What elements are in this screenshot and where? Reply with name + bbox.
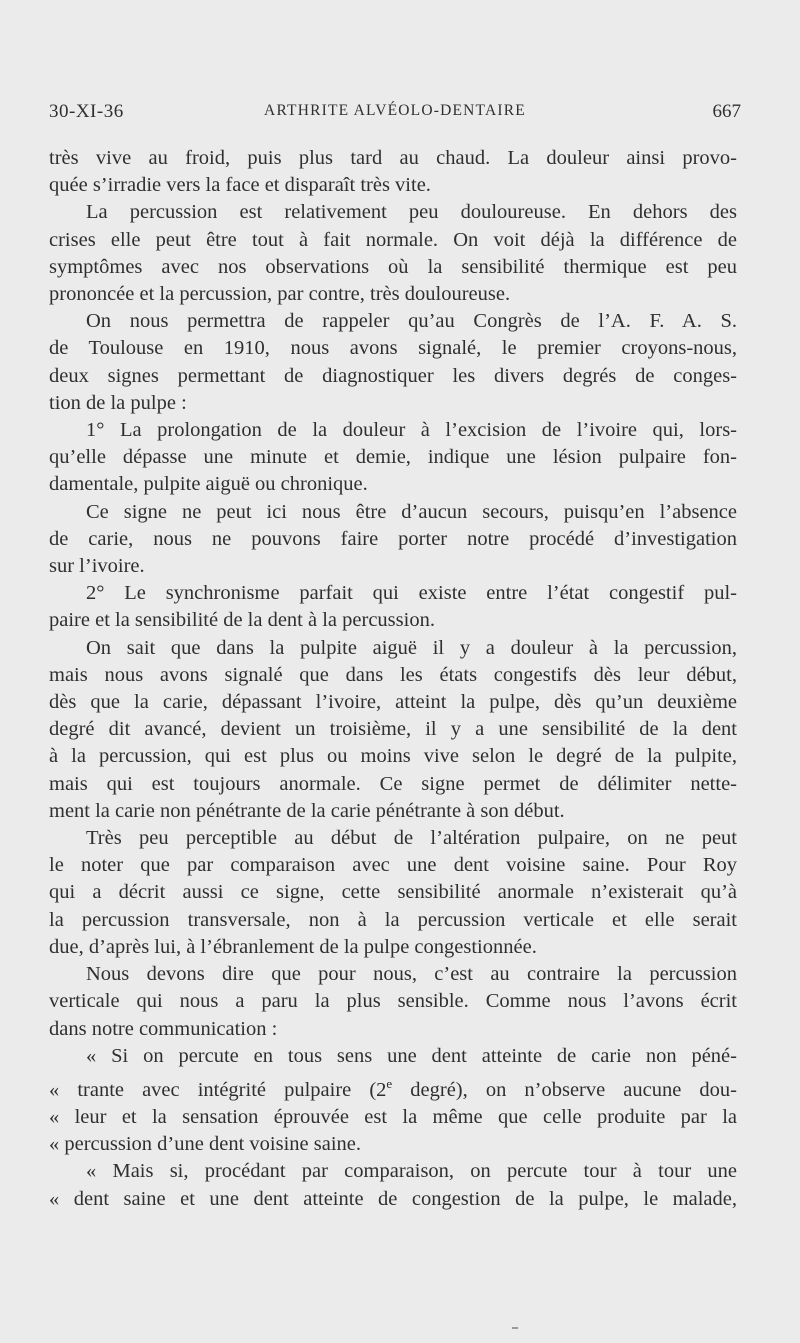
text-line: « trante avec intégrité pulpaire (2e degré), on n’observe aucune dou- xyxy=(49,1075,737,1101)
header-title: ARTHRITE ALVÉOLO-DENTAIRE xyxy=(264,102,526,119)
text-line: Nous devons dire que pour nous, c’est au contraire la percussion xyxy=(86,963,737,986)
text-line: mais nous avons signalé que dans les états congestifs dès leur début, xyxy=(49,663,737,686)
text-line: dès que la carie, dépassant l’ivoire, atteint la pulpe, dès qu’un deuxième xyxy=(49,691,737,714)
text-line: sur l’ivoire. xyxy=(49,555,145,578)
text-line: ment la carie non pénétrante de la carie pénétrante à son début. xyxy=(49,799,565,822)
text-line: due, d’après lui, à l’ébranlement de la pulpe congestionnée. xyxy=(49,935,537,958)
text-line: 1° La prolongation de la douleur à l’excision de l’ivoire qui, lors- xyxy=(86,419,737,442)
text-line: la percussion transversale, non à la percussion verticale et elle serait xyxy=(49,908,737,931)
text-line: La percussion est relativement peu douloureuse. En dehors des xyxy=(86,201,737,224)
text-line: « percussion d’une dent voisine saine. xyxy=(49,1133,361,1156)
page-number: 667 xyxy=(712,101,741,122)
text-line: Ce signe ne peut ici nous être d’aucun secours, puisqu’en l’absence xyxy=(86,500,737,523)
text-line: « leur et la sensation éprouvée est la même que celle produite par la xyxy=(49,1105,737,1128)
text-line: damentale, pulpite aiguë ou chronique. xyxy=(49,473,368,496)
text-line: paire et la sensibilité de la dent à la percussion. xyxy=(49,609,435,632)
text-line: verticale qui nous a paru la plus sensible. Comme nous l’avons écrit xyxy=(49,990,737,1013)
text-line: à la percussion, qui est plus ou moins vive selon le degré de la pulpite, xyxy=(49,745,737,768)
running-header xyxy=(49,101,741,129)
printing-mark xyxy=(512,1327,518,1329)
text-line: deux signes permettant de diagnostiquer les divers degrés de conges- xyxy=(49,364,737,387)
superscript: e xyxy=(386,1075,393,1091)
text-line: prononcée et la percussion, par contre, très douloureuse. xyxy=(49,283,511,306)
text-line: « Si on percute en tous sens une dent atteinte de carie non péné- xyxy=(86,1044,737,1067)
text-line: le noter que par comparaison avec une dent voisine saine. Pour Roy xyxy=(49,854,737,877)
text-line: de Toulouse en 1910, nous avons signalé, le premier croyons-nous, xyxy=(49,337,737,360)
text-line: tion de la pulpe : xyxy=(49,391,187,414)
text-line: qui a décrit aussi ce signe, cette sensibilité anormale n’existerait qu’à xyxy=(49,881,737,904)
text-line: très vive au froid, puis plus tard au chaud. La douleur ainsi provo- xyxy=(49,147,737,169)
text-line: 2° Le synchronisme parfait qui existe entre l’état congestif pul- xyxy=(86,582,737,605)
text-line: symptômes avec nos observations où la sensibilité thermique est peu xyxy=(49,255,737,278)
text-line: mais qui est toujours anormale. Ce signe permet de délimiter nette- xyxy=(49,772,737,795)
text-line: dans notre communication : xyxy=(49,1017,278,1040)
body-text xyxy=(49,145,737,1213)
text-line: degré dit avancé, devient un troisième, il y a une sensibilité de la dent xyxy=(49,718,737,741)
text-line: crises elle peut être tout à fait normale. On voit déjà la différence de xyxy=(49,228,737,251)
text-line: de carie, nous ne pouvons faire porter notre procédé d’investigation xyxy=(49,527,737,550)
text-line: Très peu perceptible au début de l’altération pulpaire, on ne peut xyxy=(86,827,737,850)
header-date: 30-XI-36 xyxy=(49,101,124,122)
text-line: On sait que dans la pulpite aiguë il y a douleur à la percussion, xyxy=(86,636,737,659)
text-line: quée s’irradie vers la face et disparaît très vite. xyxy=(49,174,431,197)
text-line: qu’elle dépasse une minute et demie, indique une lésion pulpaire fon- xyxy=(49,446,737,469)
text-line: On nous permettra de rappeler qu’au Congrès de l’A. F. A. S. xyxy=(86,310,737,333)
text-line: « Mais si, procédant par comparaison, on percute tour à tour une xyxy=(86,1160,737,1183)
text-line: « dent saine et une dent atteinte de congestion de la pulpe, le malade, xyxy=(49,1187,737,1210)
